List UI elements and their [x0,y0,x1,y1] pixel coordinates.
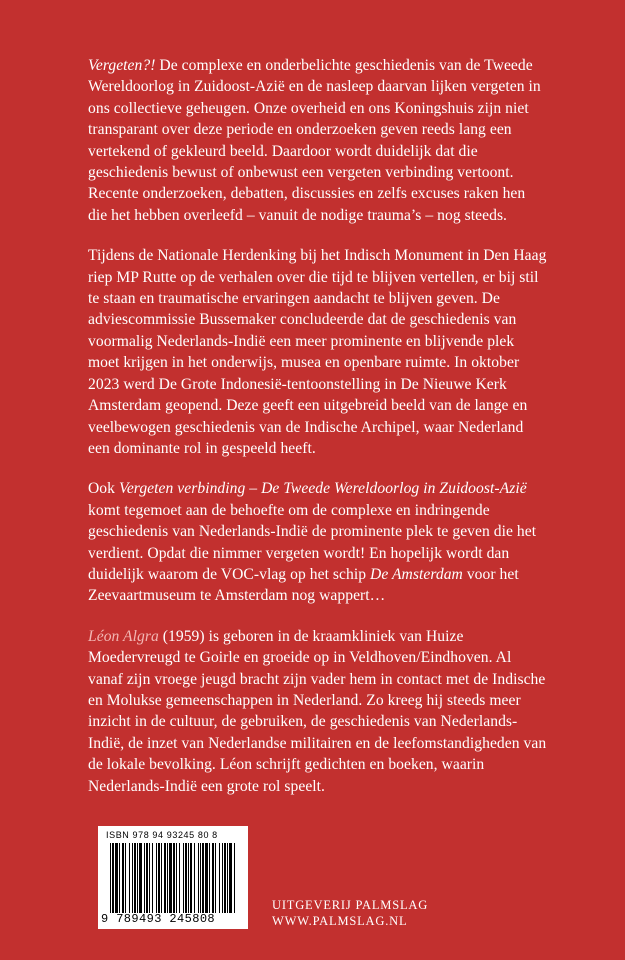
barcode-bars [110,843,238,913]
publisher-info [272,898,428,929]
author-name: Léon Algra [88,627,159,645]
book-text-b: komt tegemoet aan de behoefte om de complexe en indringende geschiedenis van Nederlands-Indië de prominente plek te geven die het verdient. Opdat die nimmer vergeten wordt! En hopelijk wordt dan duidelijk waarom de VOC-vlag op het schip [88,501,537,583]
isbn-label: ISBN 978 94 93245 80 8 [106,830,218,840]
publisher-name: UITGEVERIJ PALMSLAG [272,898,429,912]
author-bio [88,626,548,797]
paragraph-commemoration: Tijdens de Nationale Herdenking bij het Indisch Monument in Den Haag riep MP Rutte op de verhalen over die tijd te blijven vertellen, er bij stil te staan en traumatische ervaringen aandacht te blijven geven. De adviescommissie Bussemaker concludeerde dat de geschiedenis van voormalig Nederlands-Indië een meer prominente en blijvende plek moet krijgen in het onderwijs, musea en openbare ruimte. In oktober 2023 werd De Grote Indonesië-tentoonstelling in De Nieuwe Kerk Amsterdam geopend. Deze geeft een uitgebreid beeld van de lange en veelbewogen geschiedenis van de Indische Archipel, waar Nederland een dominante rol in gespeeld heeft. [88,247,547,457]
intro-text: De complexe en onderbelichte geschiedenis van de Tweede Wereldoorlog in Zuidoost-Azië en de nasleep daarvan lijken vergeten in ons collectieve geheugen. Onze overheid en ons Koningshuis zijn niet transparant over deze periode en onderzoeken geven reeds lang een vertekend of gekleurd beeld. Daardoor wordt duidelijk dat die geschiedenis bewust of onbewust een vergeten verbinding vertoont. Recente onderzoeken, debatten, discussies en zelfs excuses raken hen die het hebben overleefd – vanuit de nodige trauma’s – nog steeds. [88,57,541,224]
intro-lead: Vergeten?! [88,57,156,74]
ship-name: De Amsterdam [370,565,463,583]
book-text-c: voor het Zeevaartmuseum te Amsterdam nog wappert… [88,565,519,605]
isbn-barcode [98,826,248,929]
barcode-digits: 9 789493 245808 [101,912,216,926]
back-cover-text [88,55,548,816]
book-text-a: Ook [88,480,119,498]
author-bio-text: (1959) is geboren in de kraamkliniek van Huize Moedervreugd te Goirle en groeide op in Veldhoven/Eindhoven. Al vanaf zijn vroege jeugd bracht zijn vader hem in contact met de Indische en Molukse gemeenschappen in Nederland. Zo kreeg hij steeds meer inzicht in de cultuur, de gebruiken, de geschiedenis van Nederlands-Indië, de inzet van Nederlandse militairen en de leefomstandigheden van de lokale bevolking. Léon schrijft gedichten en boeken, waarin Nederlands-Indië een grote rol speelt. [88,627,547,795]
paragraph-book [88,478,548,606]
paragraph-intro [88,55,548,226]
book-title: Vergeten verbinding – De Tweede Wereldoorlog in Zuidoost-Azië [118,480,527,498]
publisher-url[interactable]: WWW.PALMSLAG.NL [272,913,408,928]
